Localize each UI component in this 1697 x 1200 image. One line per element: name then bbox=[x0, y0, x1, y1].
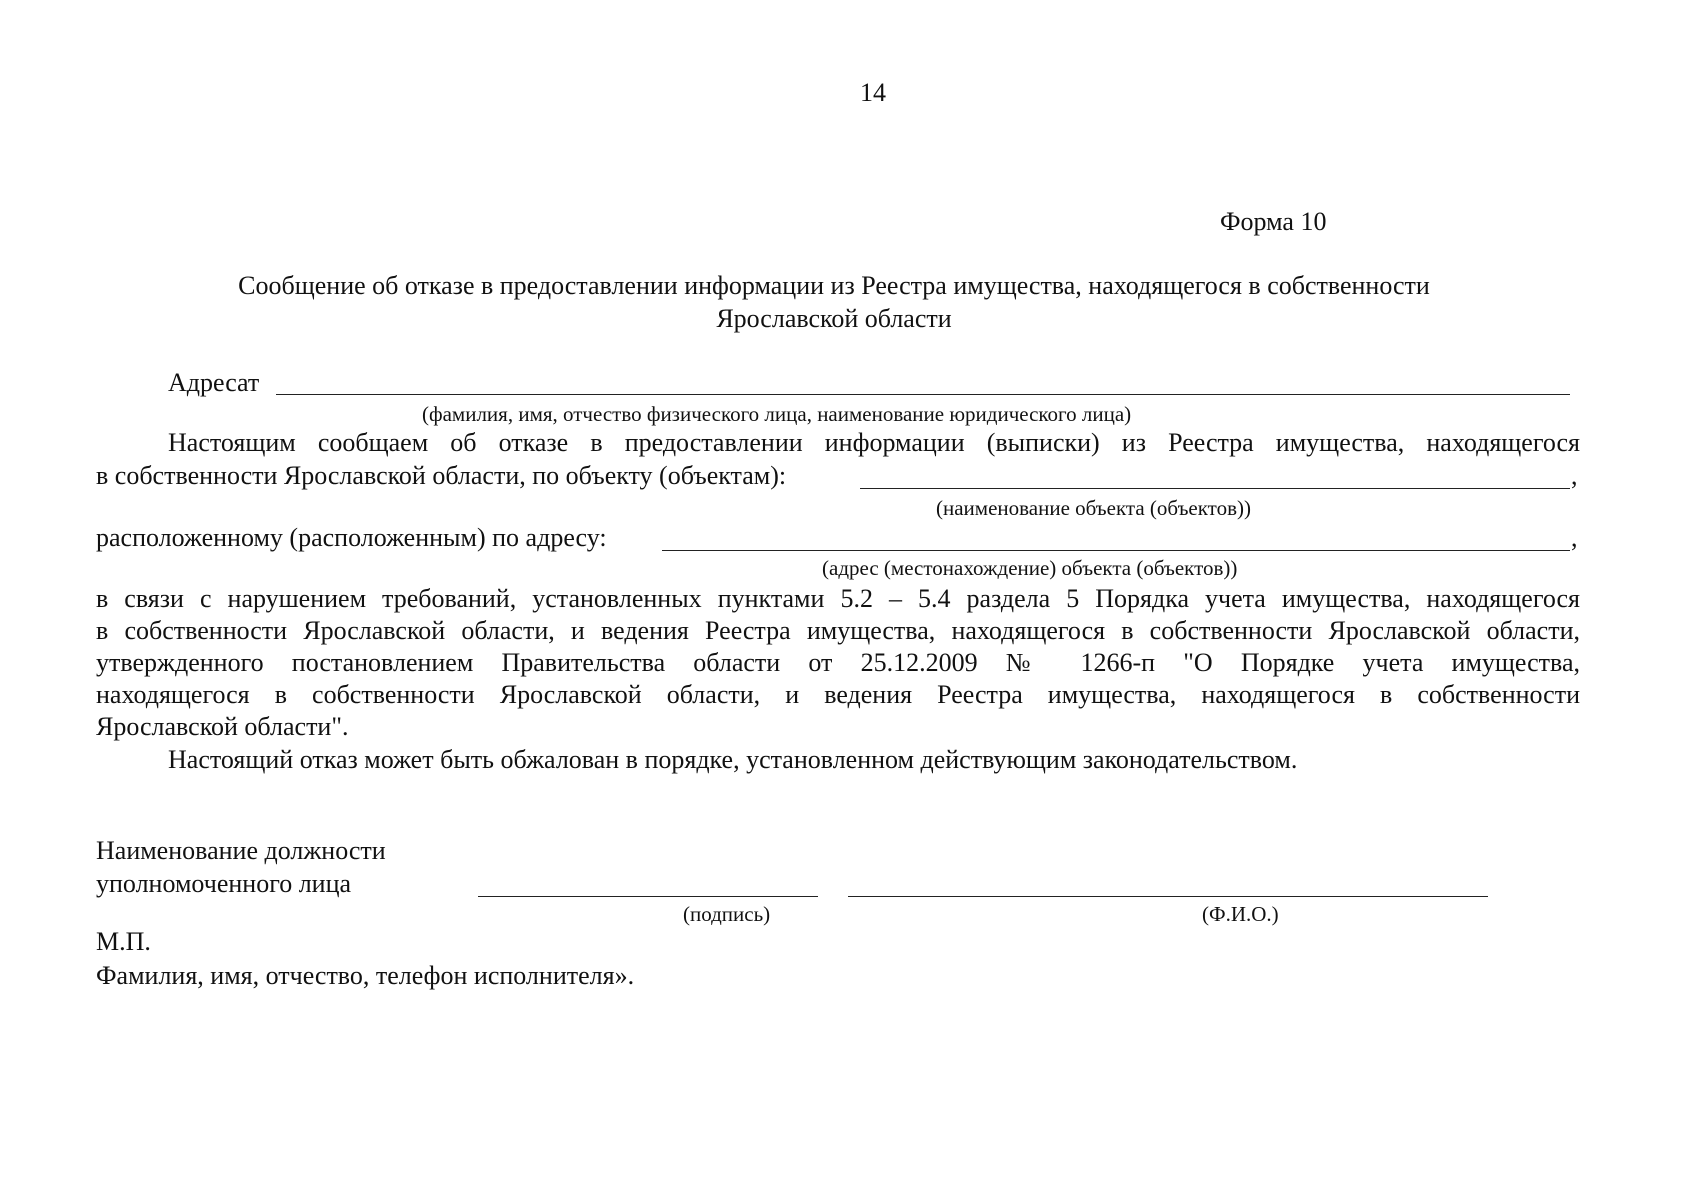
position-title-line2: уполномоченного лица bbox=[96, 869, 352, 898]
addressee-caption: (фамилия, имя, отчество физического лица, наименование юридического лица) bbox=[422, 402, 1132, 426]
addressee-field-line bbox=[276, 394, 1570, 395]
object-name-field-line bbox=[860, 488, 1570, 489]
reason-paragraph-line3: утвержденного постановлением Правительства области от 25.12.2009 № 1266-п "О Порядке учета имущества, bbox=[96, 648, 1580, 677]
object-name-comma: , bbox=[1571, 461, 1578, 490]
object-name-caption: (наименование объекта (объектов)) bbox=[936, 496, 1251, 520]
appeal-paragraph: Настоящий отказ может быть обжалован в порядке, установленном действующим законодательством. bbox=[168, 745, 1298, 774]
document-title-line2: Ярославской области bbox=[716, 304, 952, 333]
position-title-line1: Наименование должности bbox=[96, 836, 386, 865]
reason-paragraph-line5: Ярославской области". bbox=[96, 712, 349, 741]
address-field-line bbox=[662, 550, 1570, 551]
document-title-line1: Сообщение об отказе в предоставлении информации из Реестра имущества, находящегося в собственности bbox=[238, 271, 1430, 300]
full-name-field-line bbox=[848, 896, 1488, 897]
stamp-label: М.П. bbox=[96, 927, 151, 956]
full-name-caption: (Ф.И.О.) bbox=[1202, 902, 1279, 926]
reason-paragraph-line4: находящегося в собственности Ярославской области, и ведения Реестра имущества, находящегося в собственности bbox=[96, 680, 1580, 709]
addressee-label: Адресат bbox=[168, 368, 260, 397]
signature-caption: (подпись) bbox=[683, 902, 771, 926]
notice-paragraph-line1: Настоящим сообщаем об отказе в предоставлении информации (выписки) из Реестра имущества, находящегося bbox=[168, 428, 1580, 457]
reason-paragraph-line2: в собственности Ярославской области, и ведения Реестра имущества, находящегося в собственности Ярославской области, bbox=[96, 616, 1580, 645]
address-comma: , bbox=[1571, 523, 1578, 552]
address-caption: (адрес (местонахождение) объекта (объектов)) bbox=[822, 556, 1238, 580]
address-label: расположенному (расположенным) по адресу: bbox=[96, 523, 607, 552]
signature-field-line bbox=[478, 896, 818, 897]
notice-paragraph-line2: в собственности Ярославской области, по объекту (объектам): bbox=[96, 461, 787, 490]
form-label: Форма 10 bbox=[1220, 207, 1327, 236]
reason-paragraph-line1: в связи с нарушением требований, установленных пунктами 5.2 – 5.4 раздела 5 Порядка учета имущества, находящегося bbox=[96, 584, 1580, 613]
executor-label: Фамилия, имя, отчество, телефон исполнителя». bbox=[96, 961, 635, 990]
page-number: 14 bbox=[860, 78, 886, 107]
